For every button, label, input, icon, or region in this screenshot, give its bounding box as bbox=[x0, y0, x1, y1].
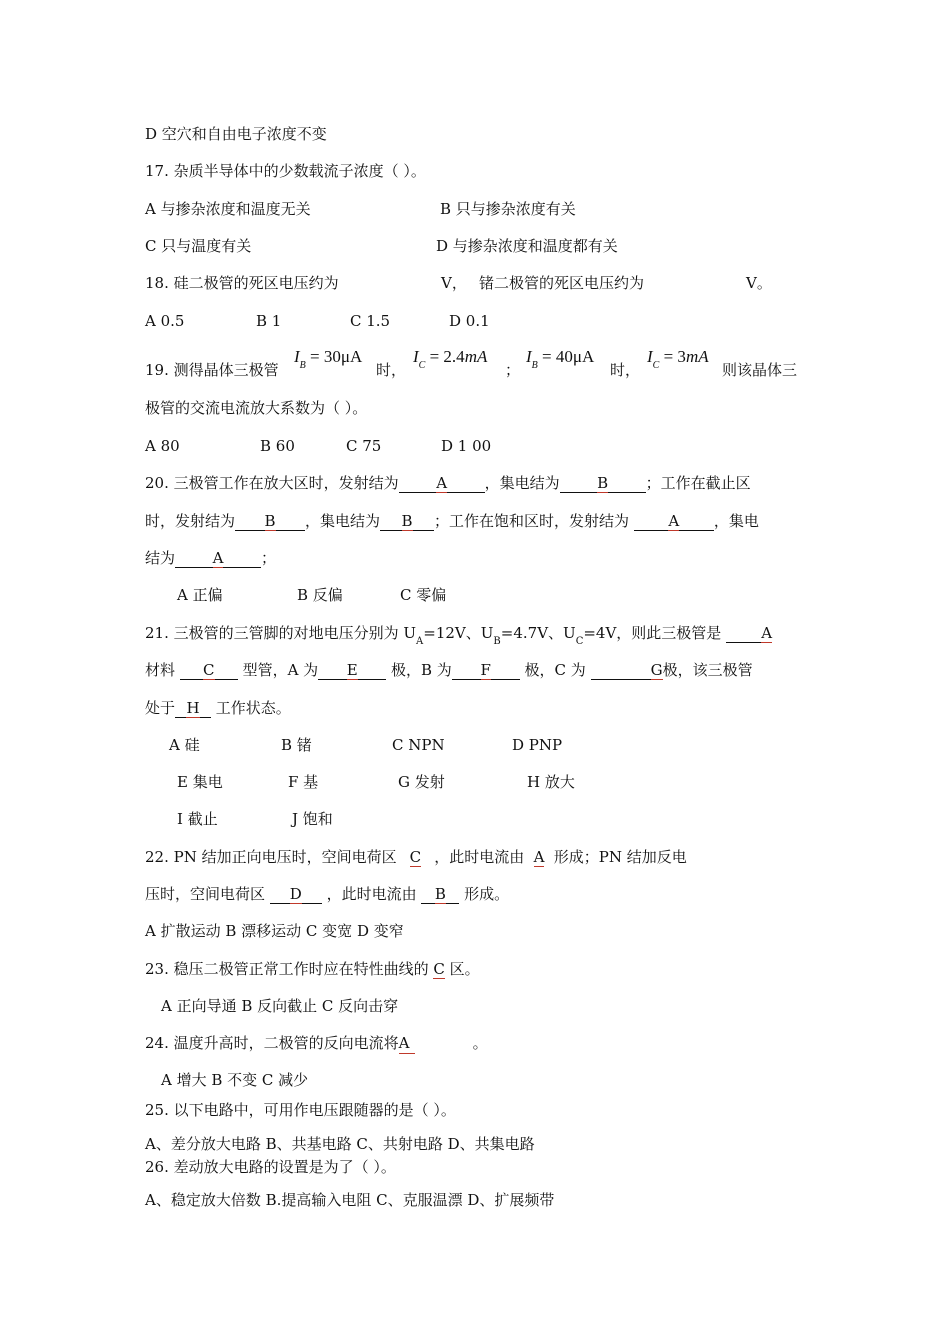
q17-option-b: B 只与掺杂浓度有关 bbox=[440, 200, 576, 218]
q22-options: A 扩散运动 B 漂移运动 C 变宽 D 变窄 bbox=[145, 922, 404, 940]
q19-semicolon: ； bbox=[505, 361, 521, 379]
q21-option-i: I 截止 bbox=[177, 810, 218, 828]
q19-option-b: B 60 bbox=[260, 437, 295, 455]
q19-ic1-formula: $I_C = 2.4mA$ bbox=[413, 347, 488, 371]
q18-option-a: A 0.5 bbox=[145, 312, 185, 330]
q25-options: A、差分放大电路 B、共基电路 C、共射电路 D、共集电路 bbox=[145, 1135, 535, 1153]
q18-option-c: C 1.5 bbox=[350, 312, 391, 330]
q24-stem: 24. 温度升高时，二极管的反向电流将A 。 bbox=[145, 1034, 488, 1052]
q19-shi-2: 时， bbox=[610, 361, 641, 379]
q22-answer-1: C bbox=[409, 848, 422, 866]
q17-option-d: D 与掺杂浓度和温度都有关 bbox=[436, 237, 618, 255]
q21-line2: 材料 C 型管，A 为 E 极，B 为 F 极，C 为 G极，该三极管 bbox=[145, 661, 753, 679]
q21-option-h: H 放大 bbox=[527, 773, 575, 791]
q19-ic2-formula: $I_C = 3mA$ bbox=[647, 347, 709, 371]
q19-stem-part2: 则该晶体三 bbox=[722, 361, 798, 379]
q20-answer-6: A bbox=[212, 549, 224, 567]
q23-options: A 正向导通 B 反向截止 C 反向击穿 bbox=[161, 997, 399, 1015]
q21-option-a: A 硅 bbox=[169, 736, 200, 754]
q19-ib1-formula: $I_B = 30\mu A$ bbox=[294, 347, 363, 371]
q21-option-f: F 基 bbox=[288, 773, 319, 791]
q23-answer: C bbox=[433, 960, 445, 978]
q19-ib2-formula: $I_B = 40\mu A$ bbox=[526, 347, 595, 371]
q21-answer-6: H bbox=[186, 699, 200, 717]
q25-stem: 25. 以下电路中，可用作电压跟随器的是（ ）。 bbox=[145, 1101, 456, 1119]
q17-option-a: A 与掺杂浓度和温度无关 bbox=[145, 200, 311, 218]
q22-answer-3: D bbox=[289, 885, 302, 903]
q26-stem: 26. 差动放大电路的设置是为了（ ）。 bbox=[145, 1158, 396, 1176]
q20-answer-2: B bbox=[597, 474, 609, 492]
q22-answer-2: A bbox=[533, 848, 545, 866]
q20-answer-1: A bbox=[436, 474, 448, 492]
q18-stem-part1: 18. 硅二极管的死区电压约为 bbox=[145, 274, 339, 292]
q21-option-j: J 饱和 bbox=[292, 810, 333, 828]
q21-option-b: B 锗 bbox=[281, 736, 312, 754]
q21-answer-4: F bbox=[480, 661, 491, 679]
q21-answer-1: A bbox=[761, 624, 773, 642]
q19-option-d: D 1 00 bbox=[441, 437, 492, 455]
q20-option-b: B 反偏 bbox=[297, 586, 343, 604]
q19-option-c: C 75 bbox=[346, 437, 382, 455]
q16-option-d: D 空穴和自由电子浓度不变 bbox=[145, 125, 327, 143]
q20-answer-3: B bbox=[264, 512, 276, 530]
q21-option-g: G 发射 bbox=[398, 773, 445, 791]
q22-line1: 22. PN 结加正向电压时，空间电荷区 C ，此时电流由 A 形成；PN 结加反电 bbox=[145, 848, 687, 866]
q20-answer-5: A bbox=[668, 512, 680, 530]
q26-options: A、稳定放大倍数 B.提高输入电阻 C、克服温漂 D、扩展频带 bbox=[145, 1191, 555, 1209]
q20-line1: 20. 三极管工作在放大区时，发射结为 A ，集电结为 B ；工作在截止区 bbox=[145, 474, 751, 492]
q22-line2: 压时，空间电荷区 D ，此时电流由 B 形成。 bbox=[145, 885, 510, 903]
q20-option-c: C 零偏 bbox=[400, 586, 447, 604]
q17-stem: 17. 杂质半导体中的少数载流子浓度（ ）。 bbox=[145, 162, 426, 180]
q21-option-c: C NPN bbox=[392, 736, 445, 754]
q18-unit-2: V。 bbox=[746, 274, 772, 292]
q20-option-a: A 正偏 bbox=[177, 586, 223, 604]
q18-unit-1: V， bbox=[441, 274, 467, 292]
q23-stem: 23. 稳压二极管正常工作时应在特性曲线的 C 区。 bbox=[145, 960, 480, 978]
q24-options: A 增大 B 不变 C 减少 bbox=[161, 1071, 309, 1089]
q21-answer-5: G bbox=[650, 661, 663, 679]
q21-answer-3: E bbox=[346, 661, 358, 679]
q19-shi-1: 时， bbox=[376, 361, 407, 379]
q21-line1: 21. 三极管的三管脚的对地电压分别为 $U_A=12V$、$U_B=4.7V$、$U_C=4V$，则此三极管是 A bbox=[145, 624, 773, 647]
q18-option-d: D 0.1 bbox=[449, 312, 490, 330]
q22-answer-4: B bbox=[434, 885, 446, 903]
q21-option-e: E 集电 bbox=[177, 773, 223, 791]
q21-option-d: D PNP bbox=[512, 736, 563, 754]
q20-line3: 结为 A ； bbox=[145, 549, 277, 567]
q21-answer-2: C bbox=[203, 661, 215, 679]
q19-stem-line2: 极管的交流电流放大系数为（ ）。 bbox=[145, 399, 368, 417]
q18-option-b: B 1 bbox=[256, 312, 282, 330]
q18-stem-part2: 锗二极管的死区电压约为 bbox=[479, 274, 645, 292]
q21-line3: 处于 H 工作状态。 bbox=[145, 699, 291, 717]
q20-line2: 时，发射结为 B ，集电结为 B ；工作在饱和区时，发射结为 A ，集电 bbox=[145, 512, 759, 530]
q17-option-c: C 只与温度有关 bbox=[145, 237, 252, 255]
q19-option-a: A 80 bbox=[145, 437, 180, 455]
q24-answer: A bbox=[399, 1033, 415, 1054]
q19-stem-part1: 19. 测得晶体三极管 bbox=[145, 361, 279, 379]
q20-answer-4: B bbox=[401, 512, 413, 530]
